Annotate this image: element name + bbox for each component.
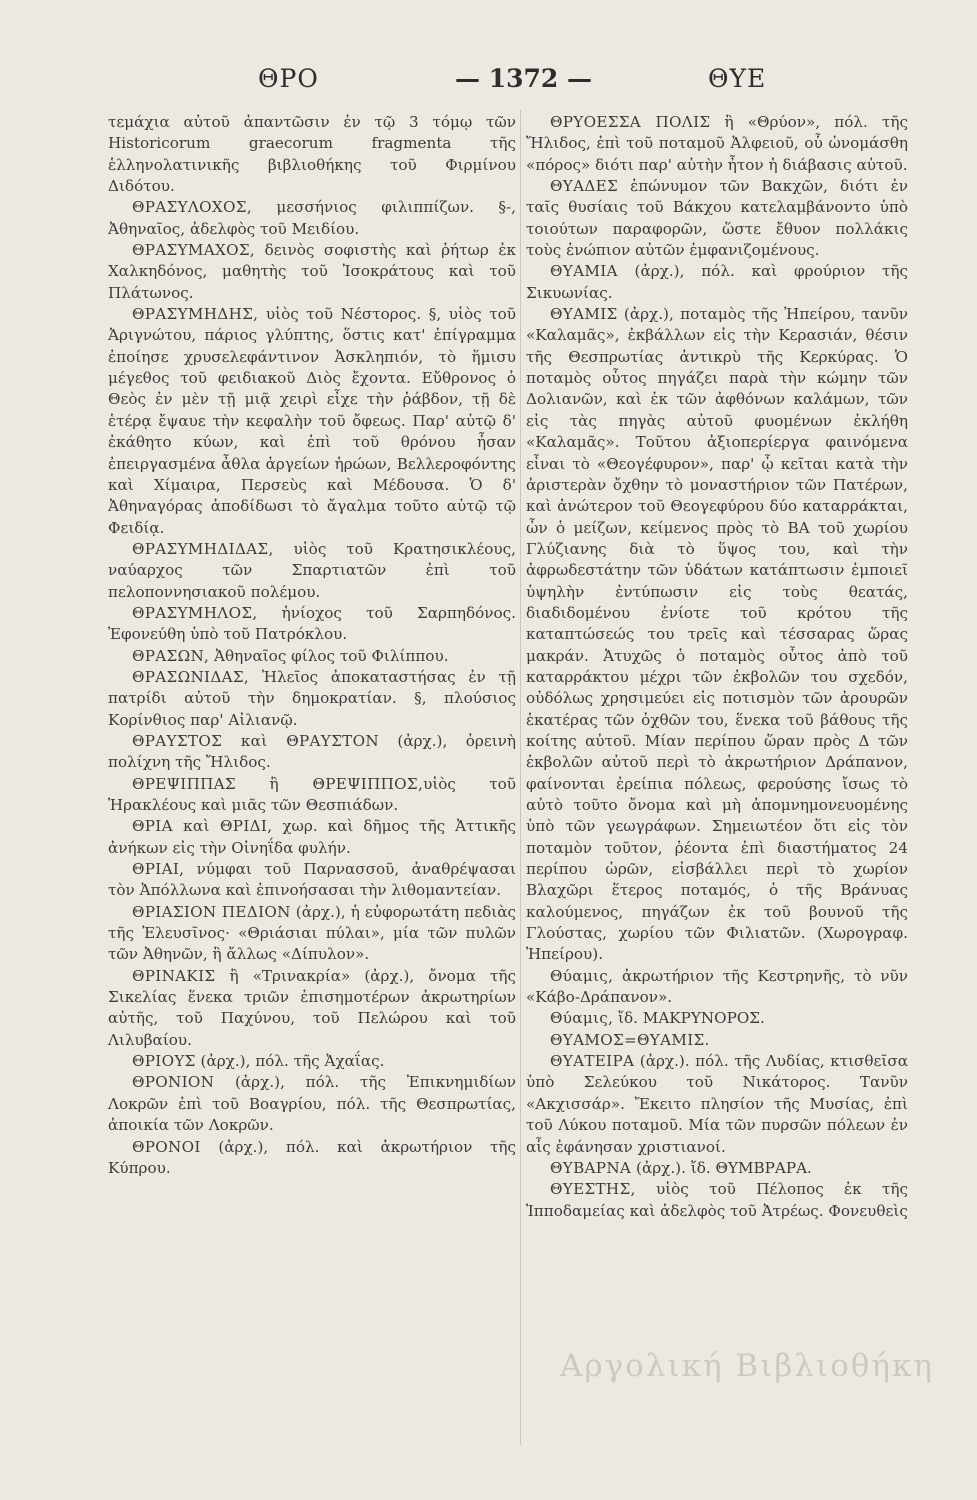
header-page-number: — 1372 — xyxy=(455,64,592,93)
entry: ΘΡΙΑ καὶ ΘΡΙΔΙ, χωρ. καὶ δῆμος τῆς Ἀττικῆς ἀνήκων εἰς τὴν Οἰνηΐδα φυλήν. xyxy=(108,817,516,857)
entry: ΘΡΟΝΙΟΝ (ἀρχ.), πόλ. τῆς Ἐπικνημιδίων Λοκρῶν ἐπὶ τοῦ Βοαγρίου, πόλ. τῆς Θεσπρωτίας, ἀποικία τῶν Λοκρῶν. xyxy=(108,1073,516,1135)
entry: Θύαμις, ἀκρωτήριον τῆς Κεστρηνῆς, τὸ νῦν «Κάβο-Δράπανον». xyxy=(526,966,908,1007)
entry: ΘΥΕΣΤΗΣ, υἱὸς τοῦ Πέλοπος ἐκ τῆς Ἱπποδαμείας καὶ ἀδελφὸς τοῦ Ἀτρέως. Φονευθεὶς xyxy=(526,1180,908,1220)
entry: ΘΥΑΤΕΙΡΑ (ἀρχ.). πόλ. τῆς Λυδίας, κτισθεῖσα ὑπὸ Σελεύκου τοῦ Νικάτορος. Τανῦν «Ακχισσάρ». Ἔκειτο πλησίον τῆς Μυσίας, ἐπὶ τοῦ Λύκου ποταμοῦ. Μία τῶν πυρσῶν πόλεων ἐν αἷς ἐφάνησαν χριστιανοί. xyxy=(526,1052,908,1156)
entry: ΘΡΕΨΙΠΠΑΣ ἢ ΘΡΕΨΙΠΠΟΣ,υἱὸς τοῦ Ἡρακλέους καὶ μιᾶς τῶν Θεσπιάδων. xyxy=(108,774,516,814)
entry: ΘΡΑΣΥΛΟΧΟΣ, μεσσήνιος φιλιππίζων. §-, Ἀθηναῖος, ἀδελφὸς τοῦ Μειδίου. xyxy=(108,198,516,238)
entry: ΘΥΑΜΟΣ=ΘΥΑΜΙΣ. xyxy=(550,1030,710,1049)
right-column xyxy=(526,112,908,1222)
entry: ΘΡΑΣΥΜΑΧΟΣ, δεινὸς σοφιστὴς καὶ ῥήτωρ ἐκ Χαλκηδόνος, μαθητὴς τοῦ Ἰσοκράτους καὶ τοῦ Πλάτωνος. xyxy=(108,241,516,302)
entry: ΘΥΑΜΙΣ (ἀρχ.), ποταμὸς τῆς Ἠπείρου, τανῦν «Καλαμᾶς», ἐκβάλλων εἰς τὴν Κερασιάν, θέσιν τῆς Θεσπρωτίας ἀντικρὺ τῆς Κερκύρας. Ὁ ποταμὸς οὗτος πηγάζει παρὰ τὴν κώμην τῶν Δολιανῶν, καὶ ἐκ τῶν ἀφθόνων καλάμων, τῶν εἰς τὰς πηγὰς αὐτοῦ φυομένων ἐκλήθη «Καλαμᾶς». Τοῦτου ἀξιοπερίεργα φαινόμενα εἶναι τὸ «Θεογέφυρον», παρ' ᾧ κεῖται κατὰ τὴν ἀριστερὰν ὄχθην τὸ μοναστήριον τῶν Πατέρων, καὶ ἀνώτερον τοῦ Θεογεφύρου δύο καταρράκται, ὧν ὁ μείζων, κείμενος πρὸς τὸ ΒΑ τοῦ χωρίου Γλύζιανης διὰ τὸ ὕψος του, καὶ τὴν ἀφρωδεστάτην τῶν ὑδάτων κατάπτωσιν ἐμποιεῖ ὑψηλὴν ἐντύπωσιν εἰς τοὺς θεατάς, διαδιδομένου ἐνίοτε τοῦ κρότου τῆς καταπτώσεώς του τρεῖς καὶ τέσσαρας ὥρας μακράν. Ἀτυχῶς ὁ ποταμὸς οὗτος ἀπὸ τοῦ καταρράκτου μέχρι τῶν ἐκβολῶν του σχεδόν, οὐδόλως χρησιμεύει εἰς ποτισμὸν τῶν ἀρουρῶν ἑκατέρας τῶν ὀχθῶν του, ἕνεκα τοῦ βάθους τῆς κοίτης αὐτοῦ. Μίαν περίπου ὥραν πρὸς Δ τῶν ἐκβολῶν αὐτοῦ περὶ τὸ ἀκρωτήριον Δράπανον, φαίνονται ἐρείπια πόλεως, φερούσης ἴσως τὸ αὐτὸ τοῦτο ὄνομα καὶ μὴ ἀπομνημονευομένης ὑπὸ τῶν γεωγράφων. Σημειωτέον ὅτι εἰς τὸν ποταμὸν τοῦτον, ῥέοντα ἐπὶ διαστήματος 24 περίπου ὡρῶν, εἰσβάλλει περὶ τὸ χωρίον Βλαχῶρι ἕτερος ποταμός, ὁ τῆς Βράνυας καλούμενος, πηγάζων ἐκ τοῦ βουνοῦ τῆς Γλούστας, χωρίου τῶν Φιλιατῶν. (Χωρογραφ. Ἠπείρου). xyxy=(526,305,908,964)
entry: ΘΡΑΣΥΜΗΔΙΔΑΣ, υἱὸς τοῦ Κρατησικλέους, ναύαρχος τῶν Σπαρτιατῶν ἐπὶ τοῦ πελοποννησιακοῦ πολέμου. xyxy=(108,539,516,601)
entry: ΘΡΙΝΑΚΙΣ ἢ «Τρινακρία» (ἀρχ.), ὄνομα τῆς Σικελίας ἕνεκα τριῶν ἐπισημοτέρων ἀκρωτηρίων αὐτῆς, τοῦ Παχύνου, τοῦ Πελώρου καὶ τοῦ Λιλυβαίου. xyxy=(108,966,516,1049)
entry: ΘΥΑΜΙΑ (ἀρχ.), πόλ. καὶ φρούριον τῆς Σικυωνίας. xyxy=(526,262,908,302)
page-header xyxy=(0,64,977,104)
header-right-guideword: ΘΥΕ xyxy=(708,64,767,93)
entry: ΘΡΥΟΕΣΣΑ ΠΟΛΙΣ ἢ «Θρύον», πόλ. τῆς Ἤλιδος, ἐπὶ τοῦ ποταμοῦ Ἀλφειοῦ, οὗ ὠνομάσθη «πόρος» διότι παρ' αὐτὴν ἦτον ἡ διάβασις αὐτοῦ. xyxy=(526,113,908,174)
entry: ΘΡΙΑΙ, νύμφαι τοῦ Παρνασσοῦ, ἀναθρέψασαι τὸν Ἀπόλλωνα καὶ ἐπινοήσασαι τὴν λιθομαντείαν. xyxy=(108,860,516,900)
entry: ΘΥΑΔΕΣ ἐπώνυμον τῶν Βακχῶν, διότι ἐν ταῖς θυσίαις τοῦ Βάκχου κατελαμβάνοντο ὑπὸ τοιούτων παραφορῶν, ὥστε ἔθυον πολλάκις τοὺς ἐνώπιον αὐτῶν ἐμφανιζομένους. xyxy=(526,177,908,260)
entry: ΘΡΙΑΣΙΟΝ ΠΕΔΙΟΝ (ἀρχ.), ἡ εὐφορωτάτη πεδιὰς τῆς Ἐλευσῖνος· «Θριάσιαι πύλαι», μία τῶν πυλῶν τῶν Ἀθηνῶν, ἢ ἄλλως «Δίπυλον». xyxy=(108,902,516,964)
library-watermark: Αργολική Βιβλιοθήκη xyxy=(560,1348,934,1384)
column-divider xyxy=(520,110,521,1445)
entry: Θύαμις, ἴδ. ΜΑΚΡΥΝΟΡΟΣ. xyxy=(550,1009,765,1028)
entry: ΘΥΒΑΡΝΑ (ἀρχ.). ἴδ. ΘΥΜΒΡΑΡΑ. xyxy=(550,1158,812,1177)
left-column xyxy=(108,112,516,1179)
entry: τεμάχια αὐτοῦ ἀπαντῶσιν ἐν τῷ 3 τόμῳ τῶν Historicorum graecorum fragmenta τῆς ἑλληνολατινικῆς βιβλιοθήκης τοῦ Φιρμίνου Διδότου. xyxy=(108,113,516,196)
entry: ΘΡΑΣΥΜΗΔΗΣ, υἱὸς τοῦ Νέστορος. §, υἱὸς τοῦ Ἀριγνώτου, πάριος γλύπτης, ὅστις κατ' ἐπίγραμμα ἐποίησε χρυσελεφάντινον Ἀσκληπιόν, τὸ ἥμισυ μέγεθος τοῦ φειδιακοῦ Διὸς ἔχοντα. Εὔθρονος ὁ Θεὸς ἐν μὲν τῇ μιᾷ χειρὶ εἶχε τὴν ῥάβδον, τῇ δὲ ἑτέρᾳ ἔψαυε τὴν κεφαλὴν τοῦ ὄφεως. Παρ' αὐτῷ δ' ἐκάθητο κύων, καὶ ἐπὶ τοῦ θρόνου ἦσαν ἐπειργασμένα ἆθλα ἀργείων ἡρώων, Βελλεροφόντης καὶ Χίμαιρα, Περσεὺς καὶ Μέδουσα. Ὁ δ' Ἀθηναγόρας ἀποδίδωσι τὸ ἄγαλμα τοῦτο αὐτῷ τῷ Φειδίᾳ. xyxy=(108,305,516,537)
entry: ΘΡΑΣΥΜΗΛΟΣ, ἡνίοχος τοῦ Σαρπηδόνος. Ἐφονεύθη ὑπὸ τοῦ Πατρόκλου. xyxy=(108,603,516,644)
entry: ΘΡΑΥΣΤΟΣ καὶ ΘΡΑΥΣΤΟΝ (ἀρχ.), ὀρεινὴ πολίχνη τῆς Ἤλιδος. xyxy=(108,731,516,772)
header-left-guideword: ΘΡΟ xyxy=(258,64,319,93)
entry: ΘΡΑΣΩΝ, Ἀθηναῖος φίλος τοῦ Φιλίππου. xyxy=(132,646,449,665)
entry: ΘΡΑΣΩΝΙΔΑΣ, Ἠλεῖος ἀποκαταστήσας ἐν τῇ πατρίδι αὐτοῦ τὴν δημοκρατίαν. §, πλούσιος Κορίνθιος παρ' Αἰλιανῷ. xyxy=(108,667,516,729)
entry: ΘΡΟΝΟΙ (ἀρχ.), πόλ. καὶ ἀκρωτήριον τῆς Κύπρου. xyxy=(108,1137,516,1177)
entry: ΘΡΙΟΥΣ (ἀρχ.), πόλ. τῆς Ἀχαΐας. xyxy=(132,1052,385,1071)
